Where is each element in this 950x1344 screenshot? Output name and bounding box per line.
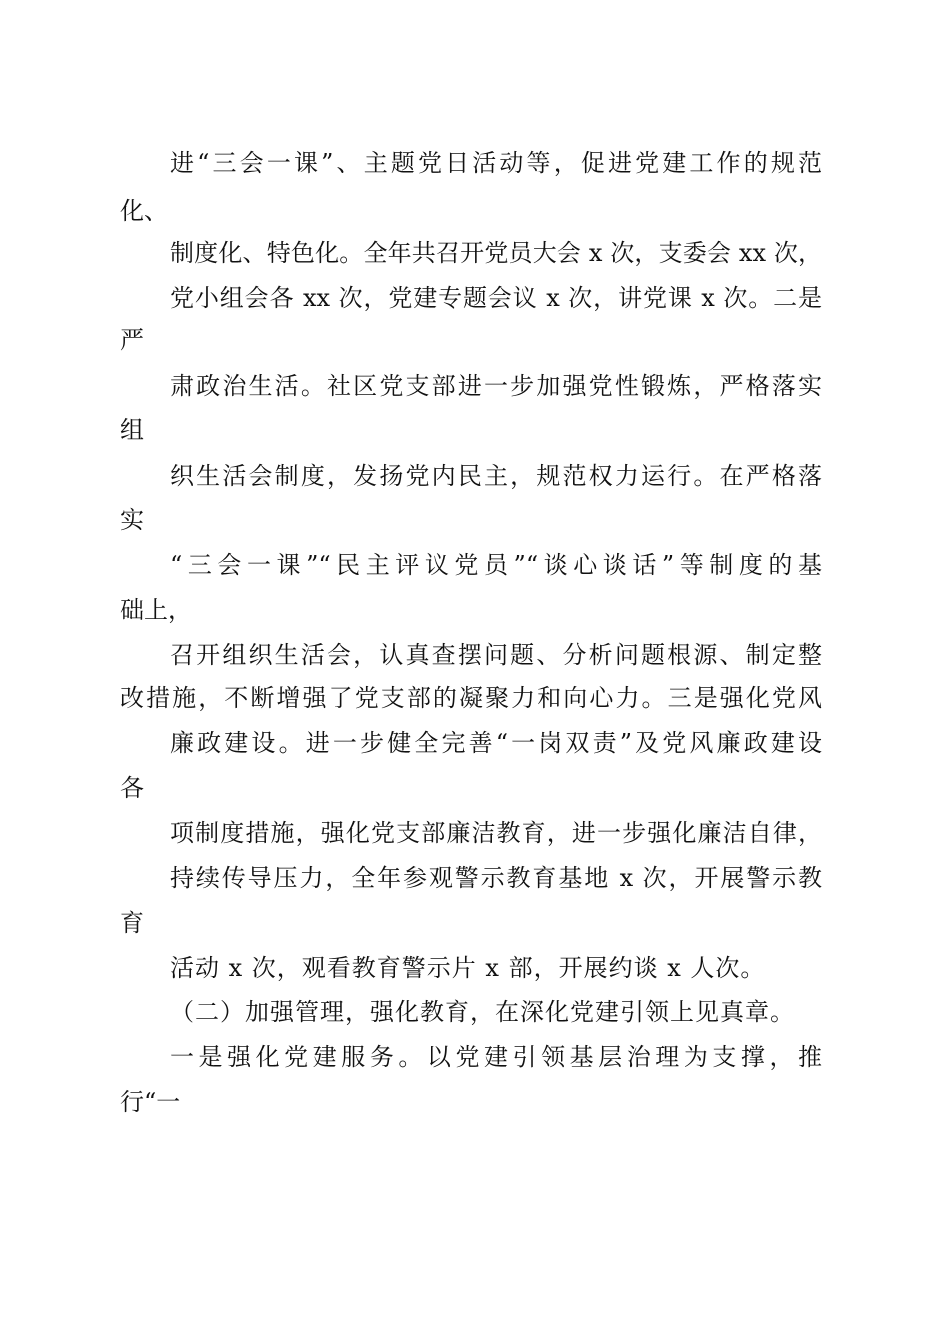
- text-line: 行“一: [120, 1088, 181, 1116]
- text-line: 育: [120, 909, 144, 937]
- text-line: 实: [120, 506, 144, 534]
- text-line: 项制度措施，强化党支部廉洁教育，进一步强化廉洁自律，: [170, 819, 822, 847]
- text-line: 廉政建设。进一步健全完善“一岗双责”及党风廉政建设: [170, 729, 822, 757]
- text-line: 一是强化党建服务。以党建引领基层治理为支撑，推: [170, 1043, 822, 1071]
- text-line: 化、: [120, 197, 168, 225]
- text-line: 进“三会一课”、主题党日活动等，促进党建工作的规范: [170, 149, 822, 177]
- text-line: 党小组会各 xx 次，党建专题会议 x 次，讲党课 x 次。二是: [170, 284, 822, 312]
- text-line: 础上，: [120, 596, 192, 624]
- text-line: 活动 x 次，观看教育警示片 x 部，开展约谈 x 人次。: [170, 954, 766, 982]
- section-heading: （二）加强管理，强化教育，在深化党建引领上见真章。: [170, 998, 795, 1026]
- text-line: 组: [120, 416, 144, 444]
- text-line: 肃政治生活。社区党支部进一步加强党性锻炼，严格落实: [170, 372, 822, 400]
- text-line: 织生活会制度，发扬党内民主，规范权力运行。在严格落: [170, 462, 822, 490]
- text-line: 改措施，不断增强了党支部的凝聚力和向心力。三是强化党风: [120, 684, 822, 712]
- text-line: 召开组织生活会，认真查摆问题、分析问题根源、制定整: [170, 641, 822, 669]
- text-line: “三会一课”“民主评议党员”“谈心谈话”等制度的基: [170, 551, 822, 579]
- text-line: 制度化、特色化。全年共召开党员大会 x 次，支委会 xx 次，: [170, 239, 822, 267]
- text-line: 持续传导压力，全年参观警示教育基地 x 次，开展警示教: [170, 864, 822, 892]
- text-line: 严: [120, 326, 144, 354]
- text-line: 各: [120, 774, 144, 802]
